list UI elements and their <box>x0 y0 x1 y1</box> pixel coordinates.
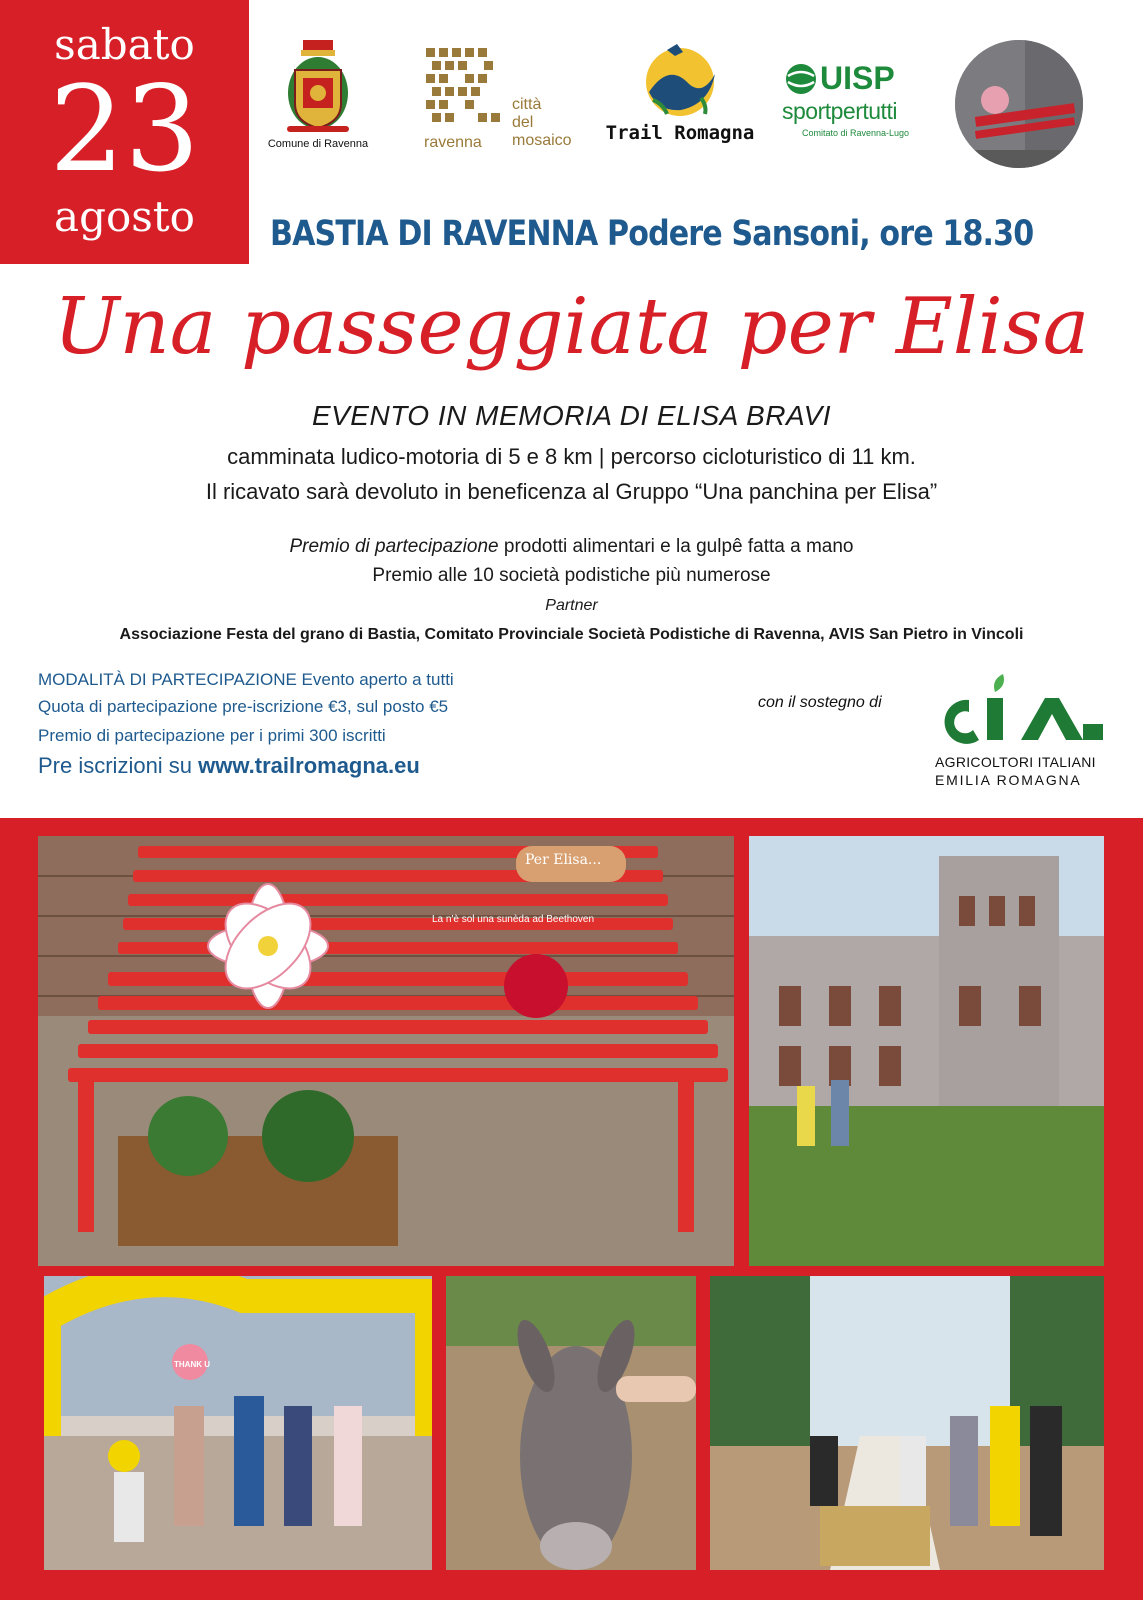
photo-villa <box>749 836 1104 1266</box>
bench-sign-text: Per Elisa... <box>525 852 602 868</box>
event-subtitle: EVENTO IN MEMORIA DI ELISA BRAVI <box>311 400 832 431</box>
preiscrizioni-label: Pre iscrizioni su <box>38 753 199 778</box>
citta-del-mosaico <box>512 96 572 150</box>
date-day-name: sabato <box>54 20 195 69</box>
date-month: agosto <box>54 192 195 241</box>
preiscrizioni-line <box>38 753 420 779</box>
outdoor-table-illustration <box>710 1276 1104 1570</box>
bench-photo-illustration <box>955 40 1083 168</box>
red-bench-illustration <box>38 836 734 1266</box>
uisp-tagline: sportpertutti <box>782 98 897 124</box>
cia-line-1: AGRICOLTORI ITALIANI <box>935 754 1096 770</box>
photo-donkey <box>446 1276 696 1570</box>
date-day-number: 23 <box>49 60 200 198</box>
partners-list: Associazione Festa del grano di Bastia, Comitato Provinciale Società Podistiche di Ravenna, AVIS San Pietro in Vincoli <box>119 626 1024 643</box>
trail-romagna-emblem-icon <box>637 40 723 120</box>
bench-motto-text: La n'è sol una sunèda ad Beethoven <box>432 914 595 925</box>
mosaic-r-icon <box>426 48 502 130</box>
comune-ravenna-label: Comune di Ravenna <box>267 138 369 150</box>
trail-romagna-label: Trail Romagna <box>605 122 755 144</box>
ravenna-mosaico-logo <box>424 48 594 158</box>
event-title: Una passeggiata per Elisa <box>53 282 1090 372</box>
citta-line-2: del <box>512 114 534 131</box>
website-link[interactable]: www.trailromagna.eu <box>198 753 420 778</box>
cia-emblem-icon <box>935 670 1105 750</box>
uisp-logo <box>778 60 912 140</box>
photo-arch-group <box>44 1276 432 1570</box>
venue-line: BASTIA DI RAVENNA Podere Sansoni, ore 18.30 <box>270 214 1034 254</box>
photo-red-bench <box>38 836 734 1266</box>
premio-label: Premio di partecipazione <box>289 536 499 557</box>
comune-ravenna-logo <box>262 38 374 150</box>
citta-line-1: città <box>512 96 542 113</box>
villa-illustration <box>749 836 1104 1266</box>
sponsor-label: con il sostegno di <box>758 694 882 711</box>
premio-line <box>0 536 1143 558</box>
donkey-illustration <box>446 1276 696 1570</box>
ravenna-word: ravenna <box>424 134 482 151</box>
premio-iscritti-line: Premio di partecipazione per i primi 300 iscritti <box>38 726 386 745</box>
arch-group-illustration <box>44 1276 432 1570</box>
partner-label: Partner <box>545 597 598 614</box>
trail-romagna-logo <box>605 40 755 144</box>
details-line-1: camminata ludico-motoria di 5 e 8 km | percorso cicloturistico di 11 km. <box>227 444 916 469</box>
citta-line-3: mosaico <box>512 132 572 149</box>
uisp-globe-icon <box>784 62 818 96</box>
date-box <box>0 0 249 264</box>
details-line-2: Il ricavato sarà devoluto in beneficenza al Gruppo “Una panchina per Elisa” <box>205 479 938 504</box>
cia-line-2: EMILIA ROMAGNA <box>935 772 1082 788</box>
modalita-line: MODALITÀ DI PARTECIPAZIONE Evento aperto a tutti <box>38 670 454 689</box>
quota-line: Quota di partecipazione pre-iscrizione €3, sul posto €5 <box>38 697 449 716</box>
uisp-wordmark: UISP <box>820 60 895 96</box>
coat-of-arms-icon <box>281 38 355 134</box>
premio-societa-line: Premio alle 10 società podistiche più numerose <box>372 565 771 586</box>
premio-rest: prodotti alimentari e la gulpê fatta a mano <box>498 536 854 557</box>
bench-circle-photo <box>955 40 1083 168</box>
photo-outdoor-table <box>710 1276 1104 1570</box>
uisp-sub: Comitato di Ravenna-Lugo <box>802 128 910 138</box>
photo-badge-text: THANK U <box>174 1360 210 1369</box>
cia-logo <box>935 670 1105 800</box>
